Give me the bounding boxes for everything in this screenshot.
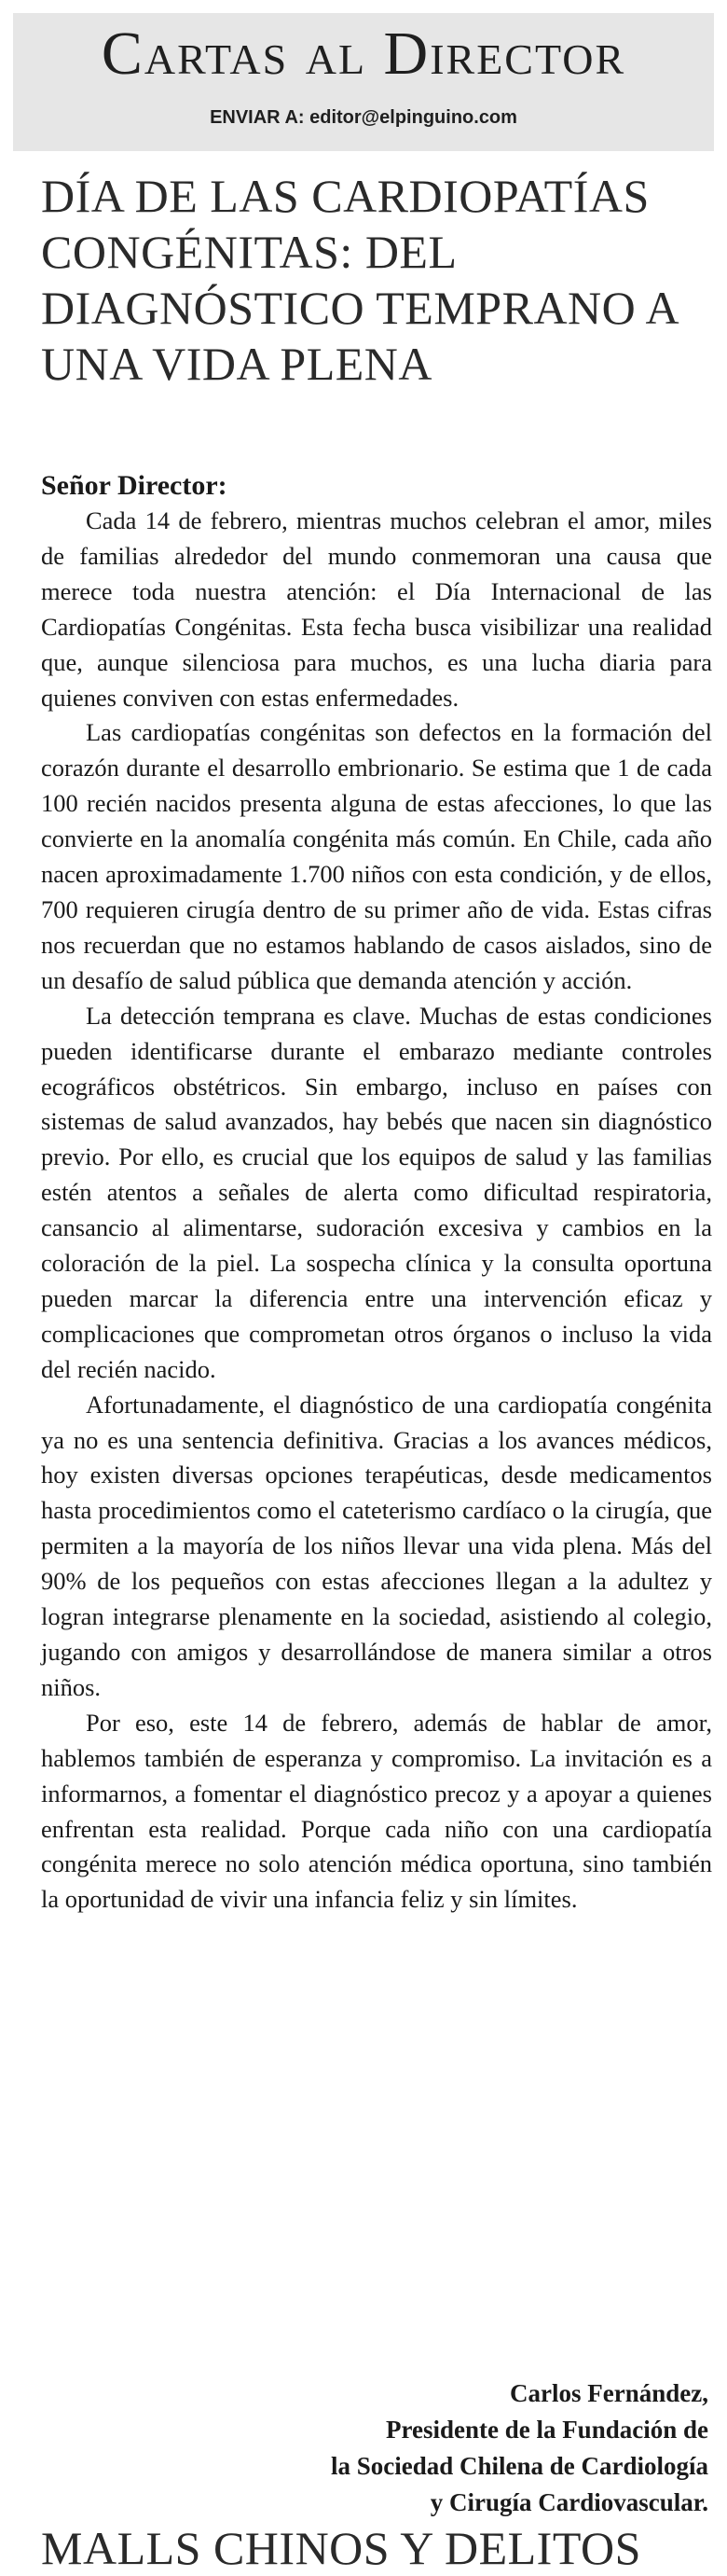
- letter-body: [41, 504, 712, 1918]
- letter-signature: [331, 2375, 708, 2521]
- signature-title-line: la Sociedad Chilena de Cardiología: [330, 2452, 708, 2480]
- contact-email-line: ENVIAR A: editor@elpinguino.com: [210, 107, 517, 128]
- letter-paragraph: Afortunadamente, el diagnóstico de una cardiopatía congénita ya no es una sentencia definitiva. Gracias a los avances médicos, hoy existen diversas opciones terapéuticas, desde medicamentos hasta procedimientos como el cateterismo cardíaco o la cirugía, que permiten a la mayoría de los niños llevar una vida plena. Más del 90% de los pequeños con estas afecciones llegan a la adultez y logran integrarse plenamente en la sociedad, asistiendo al colegio, jugando con amigos y desarrollándose de manera similar a otros niños.: [41, 1390, 712, 1701]
- letter-paragraph: Cada 14 de febrero, mientras muchos celebran el amor, miles de familias alrededor del mundo conmemoran una causa que merece toda nuestra atención: el Día Internacional de las Cardiopatías Congénitas. Esta fecha busca visibilizar una realidad que, aunque silenciosa para muchos, es una lucha diaria para quienes conviven con estas enfermedades.: [41, 506, 712, 712]
- letter-salutation: Señor Director:: [41, 470, 227, 501]
- signature-name: Carlos Fernández,: [510, 2379, 708, 2407]
- next-letter-headline: MALLS CHINOS Y DELITOS: [41, 2522, 641, 2574]
- letter-paragraph: Las cardiopatías congénitas son defectos en la formación del corazón durante el desarrollo embrionario. Se estima que 1 de cada 100 recién nacidos presenta alguna de estas afecciones, lo que las convierte en la anomalía congénita más común. En Chile, cada año nacen aproximadamente 1.700 niños con esta condición, y de ellos, 700 requieren cirugía dentro de su primer año de vida. Estas cifras nos recuerdan que no estamos hablando de casos aislados, sino de un desafío de salud pública que demanda atención y acción.: [41, 718, 712, 994]
- section-title: Cartas al Director: [101, 20, 626, 88]
- signature-title-line: y Cirugía Cardiovascular.: [430, 2488, 708, 2516]
- letter-paragraph: La detección temprana es clave. Muchas de estas condiciones pueden identificarse durante el embarazo mediante controles ecográficos obstétricos. Sin embargo, incluso en países con sistemas de salud avanzados, hay bebés que nacen sin diagnóstico previo. Por ello, es crucial que los equipos de salud y las familias estén atentos a señales de alerta como dificultad respiratoria, cansancio al alimentarse, sudoración excesiva y cambios en la coloración de la piel. La sospecha clínica y la consulta oportuna pueden marcar la diferencia entre una intervención eficaz y complicaciones que comprometan otros órganos o incluso la vida del recién nacido.: [41, 1001, 712, 1383]
- letter-headline: DÍA DE LAS CARDIOPATÍAS CONGÉNITAS: DEL DIAGNÓSTICO TEMPRANO A UNA VIDA PLENA: [41, 170, 678, 390]
- signature-title-line: Presidente de la Fundación de: [385, 2416, 708, 2444]
- letter-paragraph: Por eso, este 14 de febrero, además de hablar de amor, hablemos también de esperanza y compromiso. La invitación es a informarnos, a fomentar el diagnóstico precoz y a apoyar a quienes enfrentan esta realidad. Porque cada niño con una cardiopatía congénita merece no solo atención médica oportuna, sino también la oportunidad de vivir una infancia feliz y sin límites.: [41, 1708, 712, 1914]
